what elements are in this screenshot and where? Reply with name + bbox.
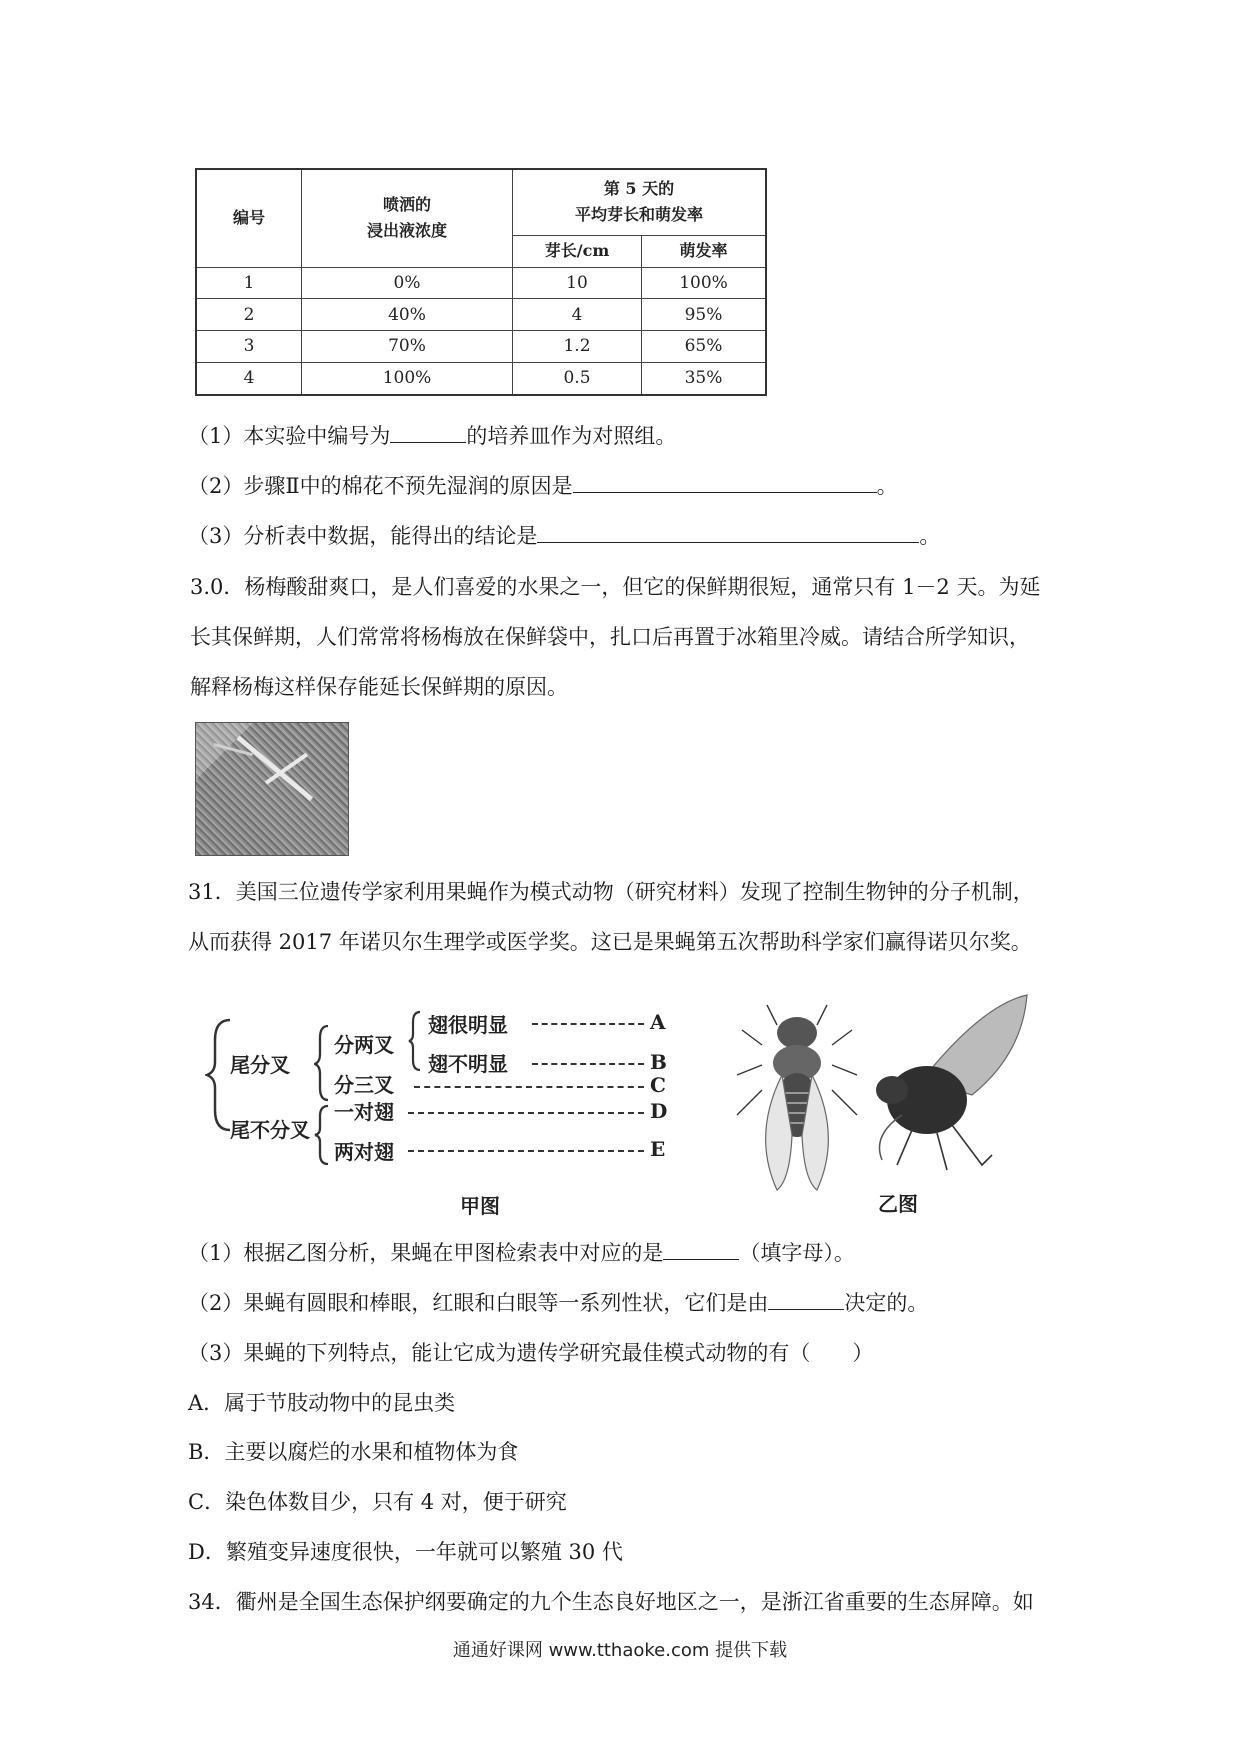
q29-sub3: （3）分析表中数据，能得出的结论是 。 bbox=[188, 524, 941, 548]
option-c: C．染色体数目少，只有 4 对，便于研究 bbox=[188, 1490, 567, 1514]
figure-a-label: 甲图 bbox=[460, 1194, 500, 1218]
q31-line2: 从而获得 2017 年诺贝尔生理学或医学奖。这已是果蝇第五次帮助科学家们赢得诺贝尔奖。 bbox=[188, 930, 1032, 954]
q31-sub2: （2）果蝇有圆眼和棒眼，红眼和白眼等一系列性状，它们是由 决定的。 bbox=[188, 1291, 929, 1315]
brace-two-fork bbox=[408, 1010, 424, 1072]
answer-blank[interactable] bbox=[663, 1239, 739, 1260]
cell-id: 4 bbox=[196, 362, 302, 395]
leader-e bbox=[408, 1150, 644, 1152]
key-tail-nofork: 尾不分叉 bbox=[230, 1118, 310, 1142]
fruit-fly-illustration bbox=[722, 985, 1032, 1200]
cell-id: 1 bbox=[196, 267, 302, 299]
header-germination-rate: 萌发率 bbox=[642, 235, 767, 267]
table-row bbox=[196, 267, 766, 299]
cell-concentration: 70% bbox=[302, 331, 513, 363]
answer-blank[interactable] bbox=[768, 1289, 844, 1310]
table-row bbox=[196, 362, 766, 395]
key-wing-unclear: 翅不明显 bbox=[428, 1052, 508, 1076]
option-b: B．主要以腐烂的水果和植物体为食 bbox=[188, 1440, 519, 1464]
option-a: A．属于节肢动物中的昆虫类 bbox=[188, 1391, 456, 1415]
key-tail-fork: 尾分叉 bbox=[230, 1053, 290, 1077]
bayberry-photo bbox=[195, 722, 349, 856]
experiment-table bbox=[195, 168, 767, 396]
figure-b-label: 乙图 bbox=[878, 1192, 918, 1216]
cell-germination-rate: 35% bbox=[642, 362, 767, 395]
q30-line2: 长其保鲜期，人们常常将杨梅放在保鲜袋中，扎口后再置于冰箱里冷威。请结合所学知识， bbox=[190, 625, 1030, 649]
cell-sprout-length: 10 bbox=[513, 267, 642, 299]
footer-credit: 通通好课网 www.tthaoke.com 提供下载 bbox=[452, 1640, 788, 1661]
header-day5: 第 5 天的 平均芽长和萌发率 bbox=[513, 169, 767, 235]
key-one-pair: 一对翅 bbox=[334, 1100, 394, 1124]
key-two-pair: 两对翅 bbox=[334, 1140, 394, 1164]
answer-blank[interactable] bbox=[573, 472, 877, 493]
cell-germination-rate: 100% bbox=[642, 267, 767, 299]
brace-tail-fork bbox=[314, 1024, 332, 1102]
q30-line3: 解释杨梅这样保存能延长保鲜期的原因。 bbox=[190, 675, 568, 699]
cell-sprout-length: 1.2 bbox=[513, 331, 642, 363]
q29-sub1: （1）本实验中编号为 的培养皿作为对照组。 bbox=[188, 424, 677, 448]
q34-line1: 34．衢州是全国生态保护纲要确定的九个生态良好地区之一，是浙江省重要的生态屏障。如 bbox=[188, 1590, 1034, 1614]
answer-blank[interactable] bbox=[537, 522, 919, 543]
cell-concentration: 0% bbox=[302, 267, 513, 299]
cell-concentration: 40% bbox=[302, 299, 513, 331]
cell-sprout-length: 4 bbox=[513, 299, 642, 331]
q31-line1: 31．美国三位遗传学家利用果蝇作为模式动物（研究材料）发现了控制生物钟的分子机制， bbox=[188, 880, 1034, 904]
cell-germination-rate: 95% bbox=[642, 299, 767, 331]
leader-c bbox=[414, 1086, 644, 1088]
q31-sub3: （3）果蝇的下列特点，能让它成为遗传学研究最佳模式动物的有（ ） bbox=[188, 1341, 874, 1365]
key-letter-a: A bbox=[650, 1010, 666, 1034]
cell-germination-rate: 65% bbox=[642, 331, 767, 363]
option-d: D．繁殖变异速度很快，一年就可以繁殖 30 代 bbox=[188, 1540, 623, 1564]
header-sprout-length: 芽长/cm bbox=[513, 235, 642, 267]
header-id: 编号 bbox=[196, 169, 302, 267]
leader-b bbox=[532, 1063, 644, 1065]
q30-line1: 3.0．杨梅酸甜爽口，是人们喜爱的水果之一，但它的保鲜期很短，通常只有 1－2 天。为延 bbox=[190, 575, 1041, 599]
q31-sub1: （1）根据乙图分析，果蝇在甲图检索表中对应的是 （填字母）。 bbox=[188, 1241, 855, 1265]
table-row bbox=[196, 331, 766, 363]
cell-sprout-length: 0.5 bbox=[513, 362, 642, 395]
leader-a bbox=[532, 1023, 644, 1025]
leader-d bbox=[408, 1112, 644, 1114]
cell-id: 3 bbox=[196, 331, 302, 363]
answer-blank[interactable] bbox=[390, 422, 466, 443]
cell-id: 2 bbox=[196, 299, 302, 331]
q29-sub2: （2）步骤Ⅱ中的棉花不预先湿润的原因是 。 bbox=[188, 474, 898, 498]
key-letter-d: D bbox=[650, 1099, 668, 1123]
key-two-fork: 分两叉 bbox=[334, 1033, 394, 1057]
cell-concentration: 100% bbox=[302, 362, 513, 395]
brace-tail-nofork bbox=[314, 1104, 332, 1166]
table-row bbox=[196, 299, 766, 331]
key-three-fork: 分三叉 bbox=[334, 1073, 394, 1097]
key-letter-c: C bbox=[650, 1073, 666, 1097]
key-wing-clear: 翅很明显 bbox=[428, 1013, 508, 1037]
key-letter-b: B bbox=[650, 1050, 667, 1074]
header-concentration: 喷洒的 浸出液浓度 bbox=[302, 169, 513, 267]
key-letter-e: E bbox=[650, 1137, 666, 1161]
